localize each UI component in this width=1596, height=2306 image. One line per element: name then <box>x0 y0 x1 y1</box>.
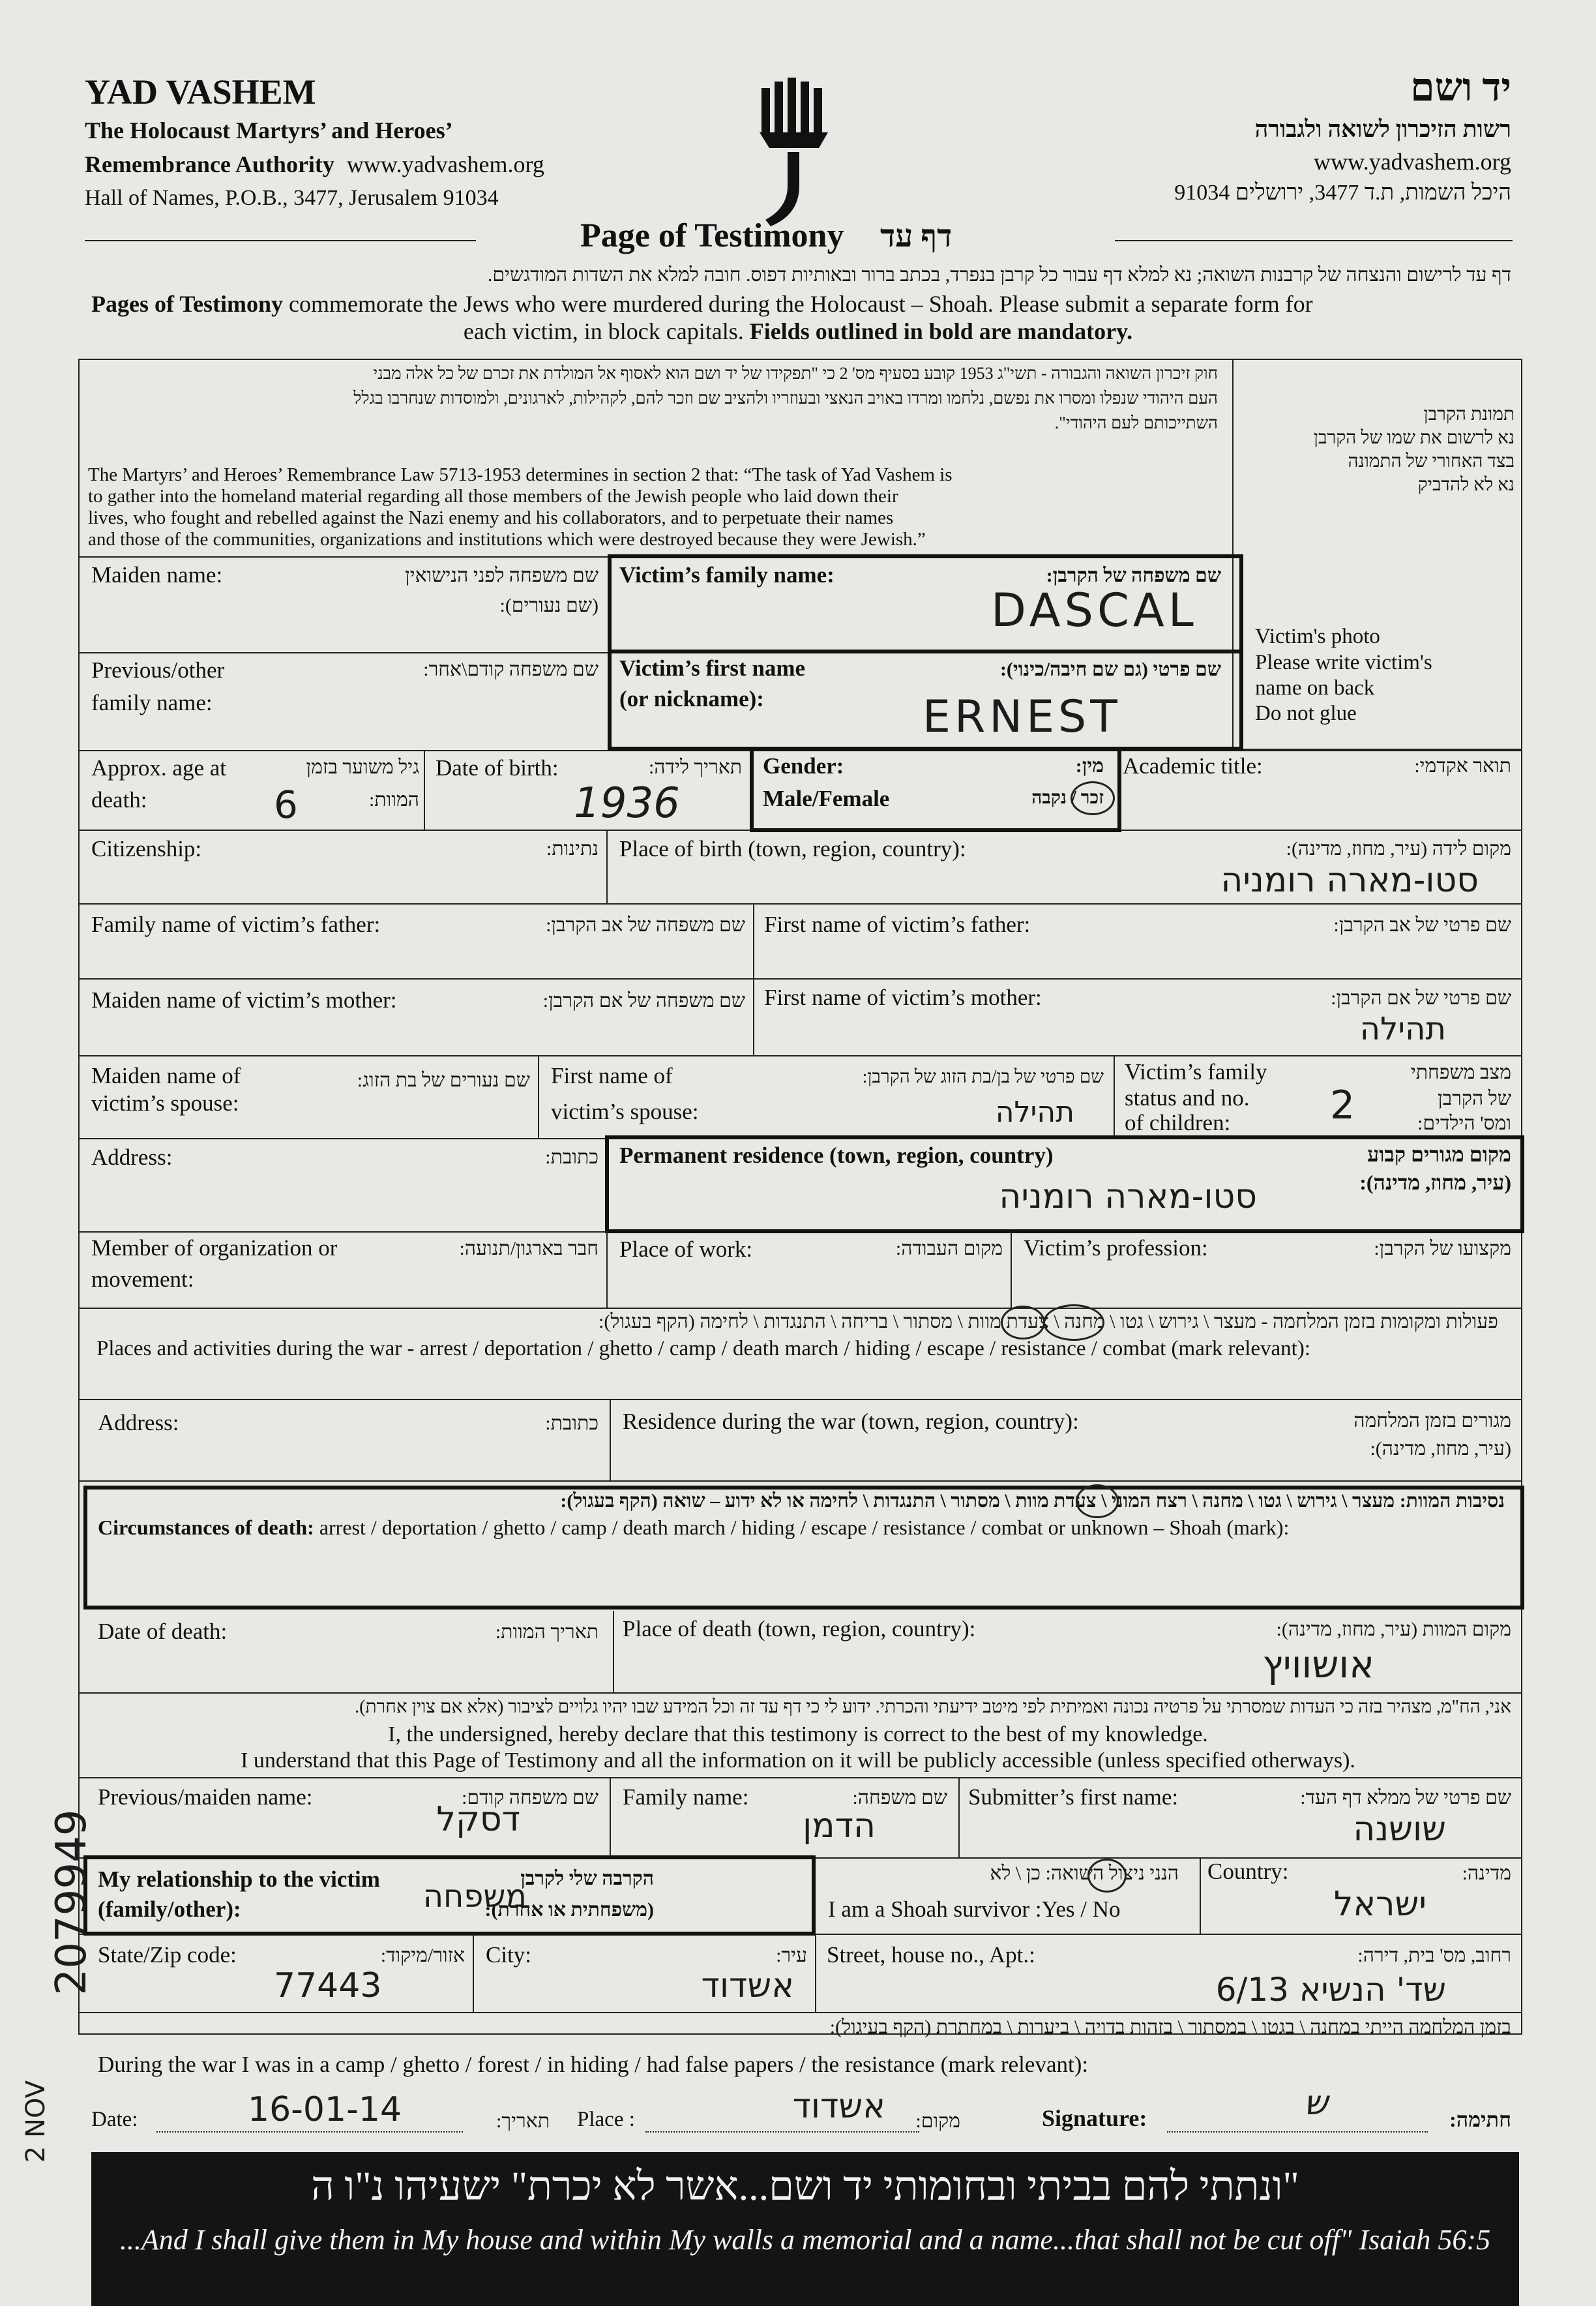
law-en-1: The Martyrs’ and Heroes’ Remembrance Law 5713-1953 determines in section 2 that: “The task of Yad Vashem is <box>88 464 953 485</box>
intro-en-line1 <box>91 291 1313 318</box>
declaration-he: אני, הח"מ, מצהיר בזה כי העדות שמסרתי על פרטיה נכונה ואמיתית לפי מיטב ידיעתי והכרתי. ידוע לי כי דף עד זה וכל המידע שבו יהיו גלויים לציבור (אלא אם צוין אחרת). <box>355 1697 1511 1717</box>
war-residence-label: Residence during the war (town, region, country): <box>623 1409 1079 1434</box>
member-org-label-he: חבר בארגון/תנועה: <box>459 1238 598 1259</box>
family-status-label-2: status and no. <box>1125 1085 1250 1111</box>
maiden-name-label-he2: (שם נעורים): <box>499 595 598 616</box>
address-label-he: כתובת: <box>545 1146 598 1168</box>
submitter-first-name-value: שושנה <box>1353 1810 1446 1849</box>
place-of-work-label-he: מקום העבודה: <box>895 1238 1003 1259</box>
address-he: היכל השמות, ת.ד 3477, ירושלים 91034 <box>1174 181 1511 205</box>
maiden-name-label: Maiden name: <box>91 562 223 588</box>
intro-en-caps: each victim, in block capitals. <box>463 318 744 344</box>
zip-value: 77443 <box>274 1966 382 2005</box>
city-label-he: עיר: <box>776 1945 807 1966</box>
mother-first-name-label: First name of victim’s mother: <box>764 985 1042 1010</box>
circumstances-label-he: נסיבות המוות: מעצר \ גירוש \ גטו \ מחנה \ רצח המוני \ צעדת מוות \ מסתור \ התנגדות \ לחימה או לא ידוע – שואה (הקף בעגול): <box>560 1490 1505 1512</box>
family-status-label-he-3: ומס' הילדים: <box>1417 1113 1511 1134</box>
victim-first-name-label-he: שם פרטי (גם שם חיבה/כינוי): <box>999 659 1221 680</box>
date-label-he: תאריך: <box>496 2110 550 2132</box>
circumstances-ghetto-circle <box>1076 1484 1119 1518</box>
places-ghetto-circle <box>1001 1306 1045 1340</box>
victim-first-name-label: Victim’s first name <box>619 655 806 681</box>
place-label-he: מקום: <box>915 2110 960 2132</box>
circumstances-label <box>98 1516 1289 1540</box>
city-value: אשדוד <box>701 1966 794 2005</box>
footer-verse-en: ...And I shall give them in My house and within My walls a memorial and a name...that shall not be cut off" Isaiah 56:5 <box>119 2224 1491 2256</box>
victim-family-name-label: Victim’s family name: <box>619 562 835 588</box>
website-he: www.yadvashem.org <box>1314 149 1511 175</box>
mother-first-name-value: תהילה <box>1359 1011 1446 1047</box>
relationship-label-he-2: (משפחתית או אחרת): <box>484 1899 654 1921</box>
member-org-label-2: movement: <box>91 1266 194 1292</box>
age-label: Approx. age at <box>91 755 227 781</box>
country-label: Country: <box>1207 1859 1289 1884</box>
country-label-he: מדינה: <box>1462 1863 1511 1884</box>
zip-label-he: אזור/מיקוד: <box>380 1945 465 1966</box>
academic-title-label-he: תואר אקדמי: <box>1414 755 1511 777</box>
spouse-first-name-label-he: שם פרטי של בן/בת הזוג של הקרבן: <box>862 1067 1104 1087</box>
family-status-label-3: of children: <box>1125 1110 1231 1135</box>
header-rule-right <box>1115 240 1513 241</box>
previous-name-label-2: family name: <box>91 690 213 715</box>
date-value: 16-01-14 <box>248 2090 402 2129</box>
places-activities-label: Places and activities during the war - arrest / deportation / ghetto / camp / death march / hiding / escape / resistance / combat (mark relevant): <box>96 1337 1311 1360</box>
previous-name-label: Previous/other <box>91 657 225 683</box>
family-status-value: 2 <box>1330 1083 1355 1128</box>
age-label-2: death: <box>91 787 147 813</box>
permanent-residence-label-he: מקום מגורים קבוע <box>1367 1143 1511 1166</box>
photo-he-3: בצד האחורי של התמונה <box>1348 451 1515 472</box>
yad-vashem-logo <box>756 75 835 232</box>
zip-label: State/Zip code: <box>98 1942 237 1968</box>
previous-name-label-he: שם משפחה קודם\אחר: <box>423 659 598 680</box>
intro-en-line2 <box>0 318 1596 345</box>
age-value: 6 <box>274 783 298 827</box>
mother-maiden-name-label-he: שם משפחה של אם הקרבן: <box>542 990 745 1011</box>
address-en: Hall of Names, P.O.B., 3477, Jerusalem 91034 <box>85 186 499 210</box>
page-title-en: Page of Testimony <box>580 217 844 254</box>
spouse-first-name-value: תהילה <box>995 1096 1074 1129</box>
org-subtitle-en: The Holocaust Martyrs’ and Heroes’ <box>85 117 453 143</box>
date-of-death-label-he: תאריך המוות: <box>495 1621 598 1643</box>
place-of-work-label: Place of work: <box>619 1236 753 1262</box>
photo-he-1: תמונת הקרבן <box>1423 404 1515 425</box>
intro-he: דף עד לרישום והנצחה של קרבנות השואה; נא למלא דף עבור כל קרבן בנפרד, בכתב ברור ובאותיות דפוס. חובה למלא את השדות המודגשים. <box>487 264 1511 286</box>
submitter-first-name-label: Submitter’s first name: <box>968 1784 1179 1810</box>
place-of-birth-label: Place of birth (town, region, country): <box>619 836 966 861</box>
maiden-name-label-he: שם משפחה לפני הנישואין <box>405 565 598 586</box>
spouse-first-name-label-2: victim’s spouse: <box>551 1099 699 1124</box>
place-value: אשדוד <box>792 2087 885 2126</box>
photo-en-2: Please write victim's <box>1255 651 1432 674</box>
gender-label-2: Male/Female <box>763 786 890 811</box>
family-status-label-he-2: של הקרבן <box>1438 1088 1511 1109</box>
dob-value: 1936 <box>574 779 680 828</box>
signature-label-he: חתימה: <box>1449 2108 1511 2131</box>
victim-first-name-label-2: (or nickname): <box>619 686 764 711</box>
margin-note: 2 NOV <box>21 2080 51 2163</box>
war-address-label: Address: <box>98 1410 179 1435</box>
authority-label: Remembrance Authority <box>85 151 334 177</box>
submitter-prev-name-label-he: שם משפחה קודם: <box>462 1787 598 1808</box>
profession-label-he: מקצועו של הקרבן: <box>1374 1238 1511 1259</box>
gender-label: Gender: <box>763 753 844 779</box>
place-of-birth-value: סטו-מארה רומניה <box>1220 861 1479 900</box>
family-status-label-he: מצב משפחתי <box>1410 1062 1511 1083</box>
place-of-birth-label-he: מקום לידה (עיר, מחוז, מדינה): <box>1286 838 1511 860</box>
declaration-en-2: I understand that this Page of Testimony and all the information on it will be publicly accessible (unless specified otherways). <box>241 1748 1355 1773</box>
victim-family-name-value: DASCAL <box>991 584 1198 637</box>
spouse-maiden-name-label-he: שם נעורים של בת הזוג: <box>357 1070 530 1091</box>
header-rule-left <box>85 240 476 241</box>
relationship-value: משפחה <box>422 1878 527 1915</box>
photo-en-3: name on back <box>1255 676 1375 700</box>
father-first-name-label: First name of victim’s father: <box>764 912 1031 937</box>
gender-label-he-2: זכר / נקבה <box>1031 788 1104 808</box>
mother-maiden-name-label: Maiden name of victim’s mother: <box>91 987 397 1013</box>
father-first-name-label-he: שם פרטי של אב הקרבן: <box>1333 914 1511 936</box>
footer-verse-he: "ונתתי להם בביתי ובחומותי יד ושם...אשר לא יכרת" ישעיהו נ"ו ה <box>311 2164 1299 2209</box>
academic-title-label: Academic title: <box>1123 753 1263 779</box>
photo-he-2: נא לרשום את שמו של הקרבן <box>1313 428 1515 448</box>
gender-male-circle <box>1071 781 1115 815</box>
place-of-death-value: אושוויץ <box>1262 1642 1374 1686</box>
places-deportation-circle <box>1043 1304 1104 1341</box>
profession-label: Victim’s profession: <box>1024 1235 1208 1261</box>
war-address-label-he: כתובת: <box>545 1413 598 1434</box>
victim-first-name-value: ERNEST <box>923 691 1121 743</box>
citizenship-label-he: נתינות: <box>546 838 598 860</box>
spouse-first-name-label: First name of <box>551 1063 673 1088</box>
submitter-prev-name-value: דסקל <box>436 1800 520 1839</box>
spouse-maiden-name-label: Maiden name of <box>91 1063 241 1088</box>
law-he-2: העם היהודי שנפלו ומסרו את נפשם, נלחמו ומרדו באויב הנאצי ובעוזריו ולהציב שם וזכר להם, לקהילות, לארגונים, ולמוסדות שנחרבו בגלל <box>353 389 1218 408</box>
war-residence-label-he-2: (עיר, מחוז, מדינה): <box>1370 1438 1511 1460</box>
org-name-en: YAD VASHEM <box>85 72 316 112</box>
submitter-prev-name-label: Previous/maiden name: <box>98 1784 313 1810</box>
city-label: City: <box>486 1942 532 1968</box>
father-family-name-label: Family name of victim’s father: <box>91 912 381 937</box>
intro-en-rest: commemorate the Jews who were murdered during the Holocaust – Shoah. Please submit a separate form for <box>289 291 1313 317</box>
during-war-label: During the war I was in a camp / ghetto / forest / in hiding / had false papers / the resistance (mark relevant): <box>98 2052 1089 2077</box>
survivor-label: I am a Shoah survivor :Yes / No <box>828 1896 1121 1922</box>
place-of-death-label: Place of death (town, region, country): <box>623 1616 976 1641</box>
submitter-family-name-value: הדמן <box>803 1806 876 1846</box>
signature-label: Signature: <box>1042 2105 1147 2131</box>
date-of-death-label: Date of death: <box>98 1619 228 1644</box>
dob-label-he: תאריך לידה: <box>648 756 742 778</box>
law-en-2: to gather into the homeland material regarding all those members of the Jewish people who laid down their <box>88 486 898 507</box>
margin-stamp-number: 2079949 <box>48 1809 96 1996</box>
permanent-residence-label: Permanent residence (town, region, country) <box>619 1143 1054 1168</box>
circumstances-options: arrest / deportation / ghetto / camp / death march / hiding / escape / resistance / combat or unknown – Shoah (mark): <box>319 1516 1290 1539</box>
survivor-label-he: הנני ניצול השואה: כן \ לא <box>990 1863 1179 1884</box>
law-en-3: lives, who fought and rebelled against the Nazi enemy and his collaborators, and to perpetuate their names <box>88 507 894 528</box>
permanent-residence-value: סטו-מארה רומניה <box>999 1177 1257 1216</box>
member-org-label: Member of organization or <box>91 1235 338 1261</box>
dob-label: Date of birth: <box>436 755 559 781</box>
org-authority-en <box>85 151 544 178</box>
citizenship-label: Citizenship: <box>91 836 202 861</box>
father-family-name-label-he: שם משפחה של אב הקרבן: <box>546 914 745 936</box>
declaration-en-1: I, the undersigned, hereby declare that this testimony is correct to the best of my knowledge. <box>388 1722 1208 1746</box>
mother-first-name-label-he: שם פרטי של אם הקרבן: <box>1331 987 1511 1009</box>
org-subtitle-he: רשות הזיכרון לשואה ולגבורה <box>1254 116 1511 142</box>
law-he-3: השתייכותם לעם היהודי". <box>1054 413 1218 432</box>
street-value: שד' הנשיא 6/13 <box>1215 1971 1446 2009</box>
relationship-label-he: הקרבה שלי לקרבן <box>520 1868 654 1889</box>
war-residence-label-he: מגורים בזמן המלחמה <box>1353 1410 1511 1431</box>
victim-family-name-label-he: שם משפחה של הקרבן: <box>1046 565 1221 586</box>
age-label-he: גיל משוער בזמן <box>306 756 419 778</box>
date-label: Date: <box>91 2108 138 2131</box>
circumstances-label-bold: Circumstances of death: <box>98 1516 314 1539</box>
relationship-label: My relationship to the victim <box>98 1866 380 1892</box>
during-war-label-he: בזמן המלחמה הייתי במחנה \ בגטו \ במסתור \ בזהות בדויה \ ביערות \ במחתרת (הקף בעיגול): <box>829 2016 1511 2038</box>
family-status-label: Victim’s family <box>1125 1059 1267 1085</box>
law-he-1: חוק זיכרון השואה והגבורה - תשי"ג 1953 קובע בסעיף מס' 2 כי "תפקידו של יד ושם הוא לאסוף אל המולדת את זכרם של כל אלה מבני <box>373 364 1218 383</box>
org-name-he: יד ושם <box>1410 66 1511 109</box>
permanent-residence-label-he-2: (עיר, מחוז, מדינה): <box>1359 1171 1511 1194</box>
submitter-first-name-label-he: שם פרטי של ממלא דף העד: <box>1300 1787 1511 1808</box>
places-activities-label-he: פעולות ומקומות בזמן המלחמה - מעצר \ גירוש \ גטו \ מחנה \ צעדת מוות \ מסתור \ בריחה \ התנגדות \ לחימה (הקף בעגול): <box>598 1311 1498 1332</box>
photo-en-1: Victim's photo <box>1255 625 1380 648</box>
signature-value: ש <box>1304 2084 1328 2123</box>
place-label: Place : <box>577 2108 635 2131</box>
law-en-4: and those of the communities, organizations and institutions which were destroyed because they were Jewish.” <box>88 529 926 550</box>
street-label: Street, house no., Apt.: <box>827 1942 1035 1968</box>
intro-en-bold: Pages of Testimony <box>91 291 284 317</box>
survivor-no-circle <box>1087 1859 1127 1893</box>
photo-en-4: Do not glue <box>1255 702 1357 725</box>
country-value: ישראל <box>1333 1885 1426 1924</box>
spouse-maiden-name-label-2: victim’s spouse: <box>91 1090 239 1116</box>
page-title-he: דף עד <box>880 219 953 254</box>
age-label-he-2: המוות: <box>368 789 419 811</box>
street-label-he: רחוב, מס' בית, דירה: <box>1357 1945 1511 1966</box>
submitter-family-name-label: Family name: <box>623 1784 749 1810</box>
submitter-family-name-label-he: שם משפחה: <box>852 1787 947 1808</box>
place-of-death-label-he: מקום המוות (עיר, מחוז, מדינה): <box>1276 1619 1511 1640</box>
website-en: www.yadvashem.org <box>346 151 544 177</box>
address-label: Address: <box>91 1145 173 1170</box>
relationship-label-2: (family/other): <box>98 1896 241 1922</box>
intro-en-mandatory: Fields outlined in bold are mandatory. <box>749 318 1133 344</box>
photo-he-4: נא לא להדביק <box>1417 475 1515 495</box>
gender-label-he: מין: <box>1075 755 1104 777</box>
